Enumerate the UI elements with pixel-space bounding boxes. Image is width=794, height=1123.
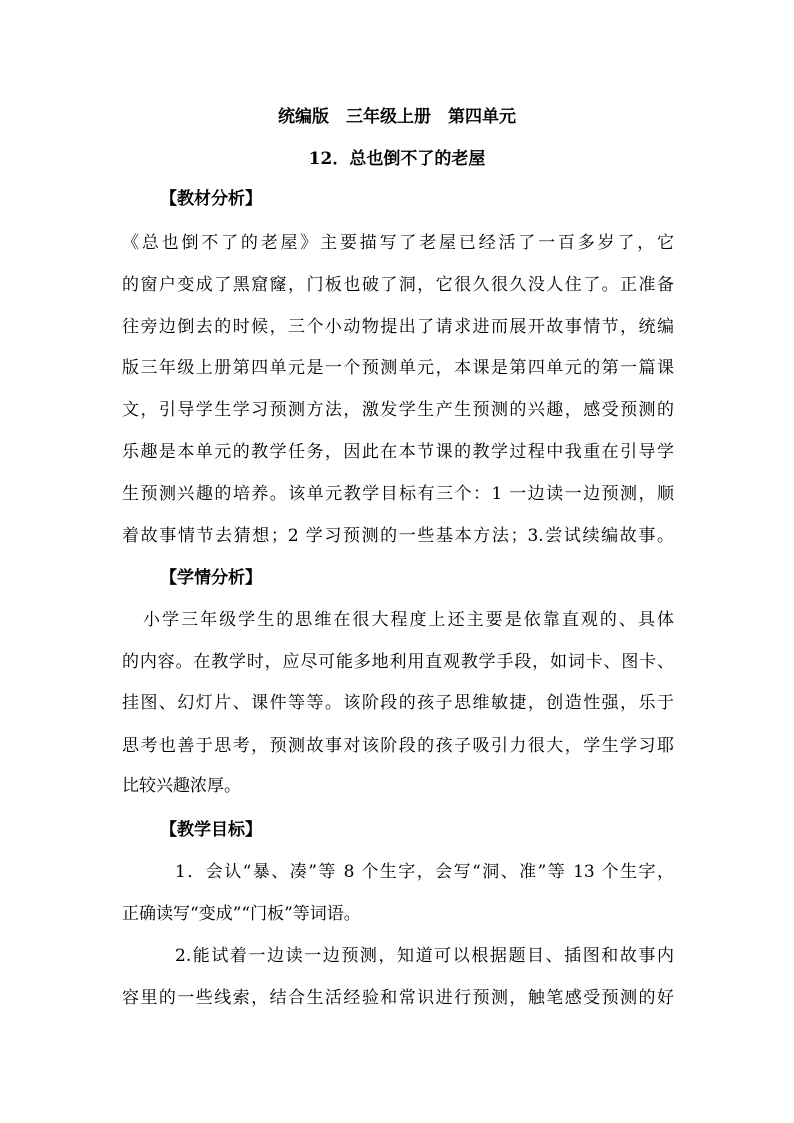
paragraph-line: 《总也倒不了的老屋》主要描写了老屋已经活了一百多岁了，它 <box>122 233 674 253</box>
objective-line: 1．会认“暴、凑”等 8 个生字，会写“洞、准”等 13 个生字， <box>175 862 674 882</box>
section-heading-textbook-analysis: 【教材分析】 <box>160 189 262 209</box>
lesson-title: 12．总也倒不了的老屋 <box>308 149 486 169</box>
paragraph-line: 比较兴趣浓厚。 <box>122 776 241 796</box>
paragraph-line: 的窗户变成了黑窟窿，门板也破了洞，它很久很久没人住了。正准备 <box>122 275 674 295</box>
paragraph-line: 版三年级上册第四单元是一个预测单元，本课是第四单元的第一篇课 <box>122 358 674 378</box>
paragraph-line: 挂图、幻灯片、课件等等。该阶段的孩子思维敏捷，创造性强，乐于 <box>122 693 674 713</box>
section-heading-learner-analysis: 【学情分析】 <box>160 568 262 588</box>
paragraph-line: 文，引导学生学习预测方法，激发学生产生预测的兴趣，感受预测的 <box>122 400 674 420</box>
paragraph-line: 生预测兴趣的培养。该单元教学目标有三个：1 一边读一边预测，顺 <box>122 484 674 504</box>
objective-line: 2.能试着一边读一边预测，知道可以根据题目、插图和故事内 <box>175 946 674 966</box>
paragraph-line: 小学三年级学生的思维在很大程度上还主要是依靠直观的、具体 <box>143 610 674 630</box>
section-heading-teaching-objectives: 【教学目标】 <box>160 820 262 840</box>
objective-line: 正确读写“变成”“门板”等词语。 <box>122 904 361 924</box>
paragraph-line: 的内容。在教学时，应尽可能多地利用直观教学手段，如词卡、图卡、 <box>122 652 674 672</box>
document-header: 统编版 三年级上册 第四单元 <box>278 107 516 127</box>
paragraph-line: 乐趣是本单元的教学任务，因此在本节课的教学过程中我重在引导学 <box>122 442 674 462</box>
paragraph-line: 往旁边倒去的时候，三个小动物提出了请求进而展开故事情节，统编 <box>122 317 674 337</box>
paragraph-line: 着故事情节去猜想；2 学习预测的一些基本方法；3.尝试续编故事。 <box>122 526 674 546</box>
paragraph-line: 思考也善于思考，预测故事对该阶段的孩子吸引力很大，学生学习耶 <box>122 736 674 756</box>
objective-line: 容里的一些线索，结合生活经验和常识进行预测，触笔感受预测的好 <box>122 988 674 1008</box>
